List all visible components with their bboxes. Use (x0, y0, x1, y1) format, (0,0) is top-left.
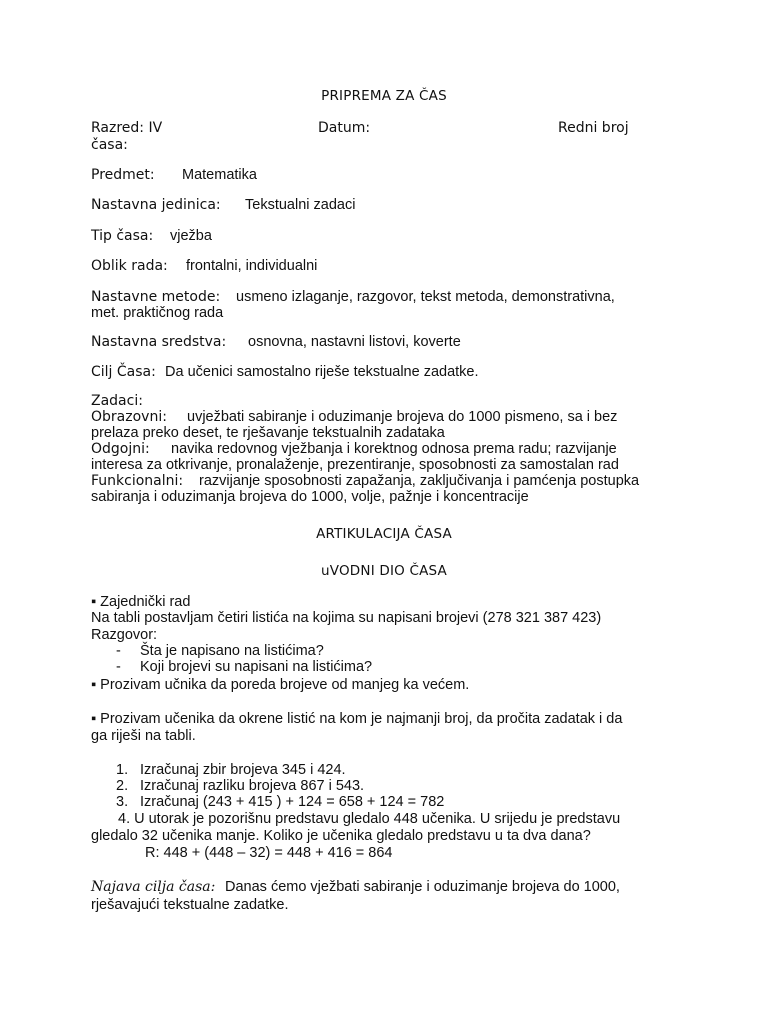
task-1: Izračunaj zbir brojeva 345 i 424. (140, 762, 346, 778)
odgojni-text-1: navika redovnog vježbanja i korektnog odnosa prema radu; razvijanje (171, 441, 617, 457)
casa-label: časa: (91, 137, 128, 153)
task-4-result: R: 448 + (448 – 32) = 448 + 416 = 864 (145, 845, 393, 861)
najava-text-2: rješavajući tekstualne zadatke. (91, 897, 289, 913)
task-2: Izračunaj razliku brojeva 867 i 543. (140, 778, 365, 794)
jedinica-label: Nastavna jedinica: (91, 197, 221, 213)
obrazovni-text-1: uvježbati sabiranje i oduzimanje brojeva do 1000 pismeno, sa i bez (187, 409, 618, 425)
odgojni-label: Odgojni: (91, 441, 150, 457)
document-title: PRIPREMA ZA ČAS (321, 88, 447, 104)
cilj-value: Da učenici samostalno riješe tekstualne zadatke. (165, 364, 479, 380)
uvod-line-2: Na tabli postavljam četiri listića na kojima su napisani brojevi (278 321 387 423) (91, 610, 602, 626)
metode-value-2: met. praktičnog rada (91, 305, 224, 321)
odgojni-text-2: interesa za otkrivanje, pronalaženje, prezentiranje, sposobnosti za samostalan rad (91, 457, 619, 473)
funkcionalni-text-2: sabiranja i oduzimanja brojeva do 1000, volje, pažnje i koncentracije (91, 489, 529, 505)
obrazovni-text-2: prelaza preko deset, te rješavanje tekstualnih zadataka (91, 425, 445, 441)
tip-value: vježba (170, 228, 212, 244)
datum-label: Datum: (318, 120, 371, 136)
uvod-line-4: ▪ Prozivam učnika da poreda brojeve od manjeg ka većem. (91, 677, 470, 693)
cilj-label: Cilj Časa: (91, 364, 156, 380)
predmet-value: Matematika (182, 167, 257, 183)
funkcionalni-text-1: razvijanje sposobnosti zapažanja, zaključivanja i pamćenja postupka (199, 473, 640, 489)
task-4-line-2: gledalo 32 učenika manje. Koliko je učenika gledalo predstavu u ta dva dana? (91, 828, 591, 844)
task-number-2: 2. (116, 778, 129, 794)
uvodni-heading: uVODNI DIO ČASA (321, 563, 447, 579)
task-number-1: 1. (116, 762, 129, 778)
dash-item-2: Koji brojevi su napisani na listićima? (140, 659, 373, 675)
sredstva-value: osnovna, nastavni listovi, koverte (248, 334, 461, 350)
redni-broj-label: Redni broj (558, 120, 629, 136)
dash-bullet-2: - (116, 659, 121, 675)
uvod-line-5: ▪ Prozivam učenika da okrene listić na kom je najmanji broj, da pročita zadatak i da (91, 711, 623, 727)
uvod-line-1: ▪ Zajednički rad (91, 594, 191, 610)
artikulacija-heading: ARTIKULACIJA ČASA (316, 526, 452, 542)
dash-item-1: Šta je napisano na listićima? (140, 643, 324, 659)
funkcionalni-label: Funkcionalni: (91, 473, 184, 489)
uvod-line-3: Razgovor: (91, 627, 158, 643)
najava-label: Najava cilja časa: (91, 879, 216, 895)
task-3: Izračunaj (243 + 415 ) + 124 = 658 + 124 = 782 (140, 794, 445, 810)
sredstva-label: Nastavna sredstva: (91, 334, 227, 350)
oblik-value: frontalni, individualni (186, 258, 318, 274)
obrazovni-label: Obrazovni: (91, 409, 167, 425)
task-number-3: 3. (116, 794, 129, 810)
zadaci-heading: Zadaci: (91, 393, 143, 409)
oblik-label: Oblik rada: (91, 258, 168, 274)
razred-label: Razred: IV (91, 120, 163, 136)
task-4-line-1: 4. U utorak je pozorišnu predstavu gledalo 448 učenika. U srijedu je predstavu (118, 811, 621, 827)
tip-label: Tip časa: (91, 228, 154, 244)
jedinica-value: Tekstualni zadaci (245, 197, 356, 213)
najava-text-1: Danas ćemo vježbati sabiranje i oduzimanje brojeva do 1000, (225, 879, 620, 895)
dash-bullet-1: - (116, 643, 121, 659)
uvod-line-6: ga riješi na tabli. (91, 728, 196, 744)
metode-value-1: usmeno izlaganje, razgovor, tekst metoda, demonstrativna, (236, 289, 615, 305)
metode-label: Nastavne metode: (91, 289, 221, 305)
predmet-label: Predmet: (91, 167, 155, 183)
